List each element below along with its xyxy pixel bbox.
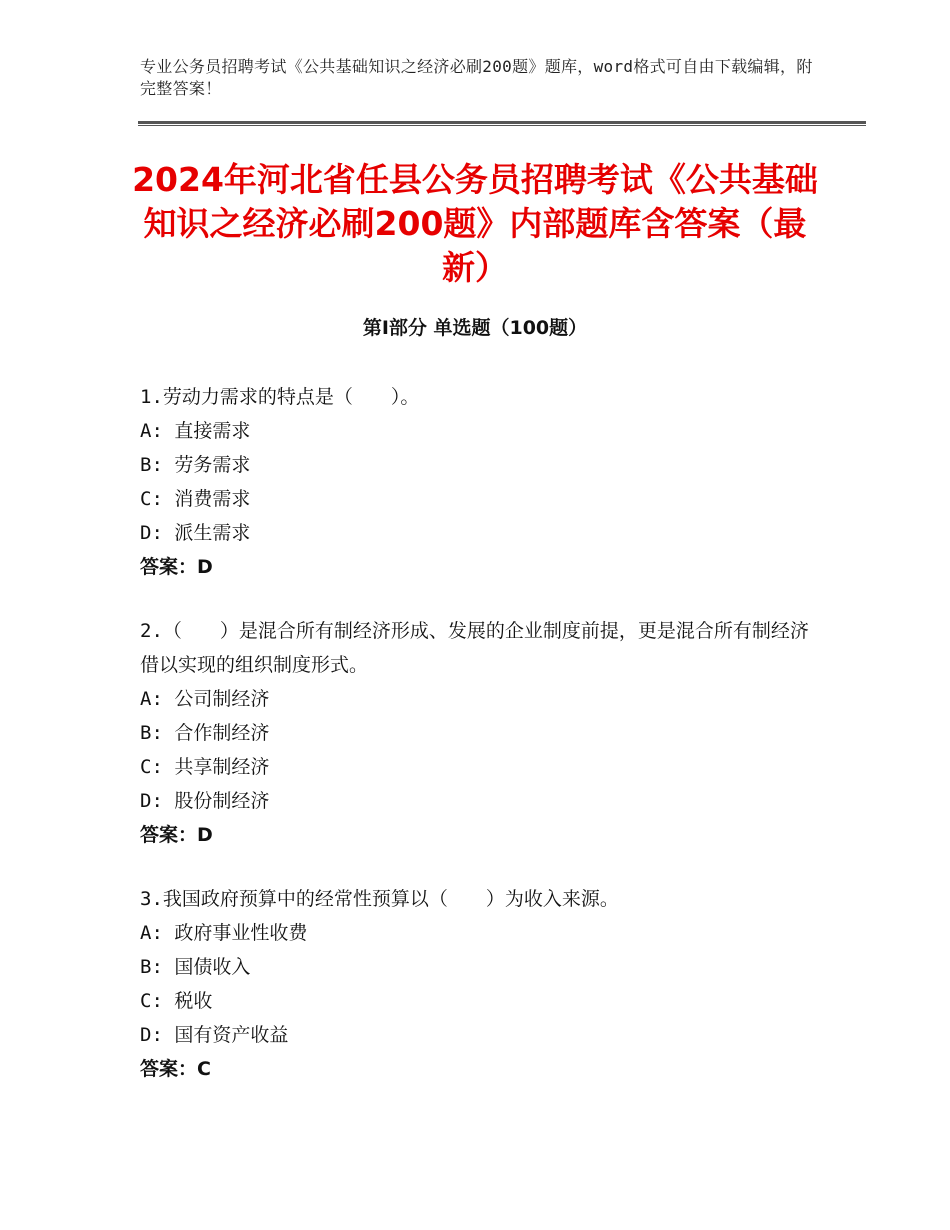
answer: 答案：D <box>140 824 213 846</box>
question-stem: 1.劳动力需求的特点是（ ）。 <box>140 386 420 408</box>
option-a: A: 政府事业性收费 <box>140 922 308 944</box>
answer: 答案：C <box>140 1058 211 1080</box>
option-a: A: 直接需求 <box>140 420 251 442</box>
option-c: C: 税收 <box>140 990 213 1012</box>
question-list <box>140 380 820 1116</box>
option-d: D: 股份制经济 <box>140 790 270 812</box>
option-b: B: 国债收入 <box>140 956 251 978</box>
question-stem: 3.我国政府预算中的经常性预算以（ ）为收入来源。 <box>140 888 619 910</box>
question-stem: 2.（ ）是混合所有制经济形成、发展的企业制度前提，更是混合所有制经济借以实现的组织制度形式。 <box>140 620 809 676</box>
question-2 <box>140 614 820 852</box>
option-d: D: 派生需求 <box>140 522 251 544</box>
document-title: 2024年河北省任县公务员招聘考试《公共基础知识之经济必刷200题》内部题库含答案（最新） <box>132 160 818 287</box>
answer: 答案：D <box>140 556 213 578</box>
header-note: 专业公务员招聘考试《公共基础知识之经济必刷200题》题库，word格式可自由下载编辑，附完整答案！ <box>140 57 813 98</box>
option-d: D: 国有资产收益 <box>140 1024 289 1046</box>
option-b: B: 合作制经济 <box>140 722 270 744</box>
section-heading: 第Ⅰ部分 单选题（100题） <box>362 317 588 339</box>
option-c: C: 消费需求 <box>140 488 251 510</box>
option-b: B: 劳务需求 <box>140 454 251 476</box>
option-c: C: 共享制经济 <box>140 756 270 778</box>
header-divider <box>138 121 866 127</box>
question-3 <box>140 882 820 1086</box>
option-a: A: 公司制经济 <box>140 688 270 710</box>
question-1 <box>140 380 820 584</box>
